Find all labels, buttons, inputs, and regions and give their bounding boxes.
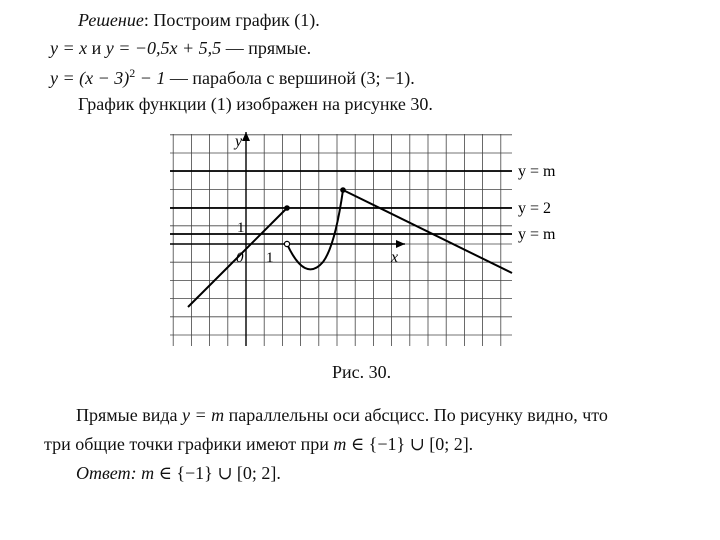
equation-y-equals-x: y = x [50,38,88,58]
answer-label: Ответ: [76,463,137,483]
lines-equation [50,38,311,59]
x-axis-arrow [396,240,405,248]
paragraph-line-1 [76,405,608,426]
solution-heading [78,10,320,31]
paragraph-text-set: ∈ {−1} ∪ [0; 2]. [346,434,474,454]
figure-caption: Рис. 30. [332,362,392,382]
answer-set: ∈ {−1} ∪ [0; 2]. [154,463,281,483]
parabola-equation [50,66,415,89]
equation-parabola: y = (x − 3) [50,68,130,88]
paragraph-text-a: Прямые вида [76,405,183,425]
conjunction-and: и [87,38,106,58]
paragraph-text-d: три общие точки графики имеют при [44,434,334,454]
paragraph-line-2 [44,434,473,455]
y-axis-label: y [235,133,243,150]
origin-label: 0 [236,250,244,266]
y-unit-label: 1 [237,220,245,236]
parabola-note: — парабола с вершиной (3; −1). [165,68,415,88]
paragraph-math-ym: y = m [182,405,225,425]
paragraph-math-m: m [333,434,347,454]
x-unit-label: 1 [266,250,274,266]
lines-note: — прямые. [221,38,312,58]
y-axis-arrow [242,132,250,141]
paragraph-text-c: параллельны оси абсцисс. По рисунку видно, что [224,405,608,425]
equation-parabola-tail: − 1 [135,68,166,88]
open-endpoint [284,241,289,246]
x-axis-label: x [391,249,399,266]
solution-label: Решение [78,10,144,30]
equation-line-2: y = −0,5x + 5,5 [105,38,222,58]
exponent: 2 [129,66,136,80]
answer-line [76,463,281,484]
line-decreasing [343,190,512,273]
answer-math-m: m [141,463,155,483]
grid [170,134,512,346]
parabola-curve [287,190,343,269]
label-y-m-bottom: y = m [518,226,556,243]
solution-sentence: : Построим график (1). [143,10,320,30]
label-y-m-top: y = m [518,163,556,180]
figure-reference: График функции (1) изображен на рисунке 30. [78,94,433,114]
label-y-2: y = 2 [518,200,552,217]
filled-endpoint [284,205,290,211]
function-graph [160,126,580,358]
